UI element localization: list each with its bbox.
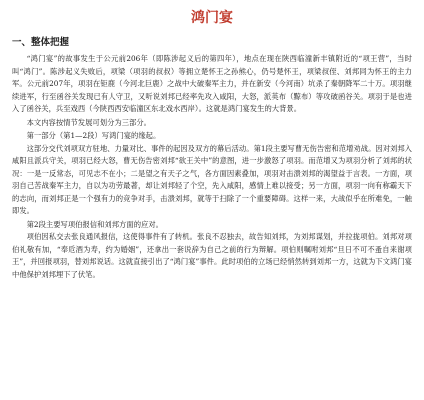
document-title: 鸿门宴	[191, 10, 233, 26]
paragraph-part-one: 第一部分（第1—2段）写鸿门宴的缘起。	[26, 131, 161, 140]
paragraph-part-one-detail: 这部分交代刘项双方驻地、力量对比、事件的起因及双方的幕后活动。第1段主要写曹无伤告密和范增劝战。因对刘邦入咸阳且派兵守关，项羽已经大怒，曹无伤告密刘邦“欲王关中”的意图，进一步激怒了项羽。而范增又为项羽分析了刘邦的状况：一是一反常态，可见志不在小；二是望之有天子之气，各方面因素叠加，项羽对击溃刘邦的渴望益于言表。一方面，项羽自己苦战秦军主力，自以为功劳最著，却让刘邦轻了个空，先入咸阳，感情上难以接受；另一方面，项羽一向有称霸天下的志向，而刘邦正是一个强有力的竞争对手，击溃刘邦，就等于扫除了一个重要障碍。这样一来，大战似乎在所难免，一触即发。	[12, 143, 412, 215]
paragraph-background: “鸿门宴”的故事发生于公元前206年（即陈涉起义后的第四年），地点在现在陕西临潼新丰镇附近的“项王营”，当时叫“鸿门”。陈涉起义失败后，项梁（项羽的叔叔）等拥立楚怀王之孙熊心，仍号楚怀王，项梁叔侄、刘邦同为怀王的主力军。公元前207年，项羽在钜鹿（今河北巨鹿）之战中大破秦军主力，并在新安（今河南）坑杀了秦朝降军二十万。项羽继续进军，行至函谷关发现已有人守卫，又听说刘邦已经率先攻入咸阳，大怒，派英布（黥布）等攻破函谷关。项羽于是也进入了函谷关，兵至戏西（今陕西西安临潼区东北戏水西岸）。这就是鸿门宴发生的大背景。	[12, 54, 412, 113]
section-heading: 一、整体把握	[12, 37, 70, 48]
paragraph-structure: 本文内容按情节发展可划分为三部分。	[26, 117, 151, 127]
paragraph-section-two-detail: 项伯因私交去张良通风报信，这使得事件有了转机。张良不忍独去，故告知刘邦，为刘邦谋划，并拉拢项伯。刘邦对项伯礼敬有加，“奉卮酒为寿，约为婚姻”，还拿出一套说辞为自己之前的行为辩解。项伯则嘱咐刘邦“旦日不可不蚤自来谢项王”，并回报项羽，替刘邦说话。这就直接引出了“鸿门宴”事件。此时项伯的立场已经悄然转到刘邦一方，这就为下文鸿门宴中他保护刘邦埋下了伏笔。	[12, 232, 412, 279]
paragraph-section-two: 第2段主要写项伯报信和刘邦方面的应对。	[26, 219, 163, 229]
